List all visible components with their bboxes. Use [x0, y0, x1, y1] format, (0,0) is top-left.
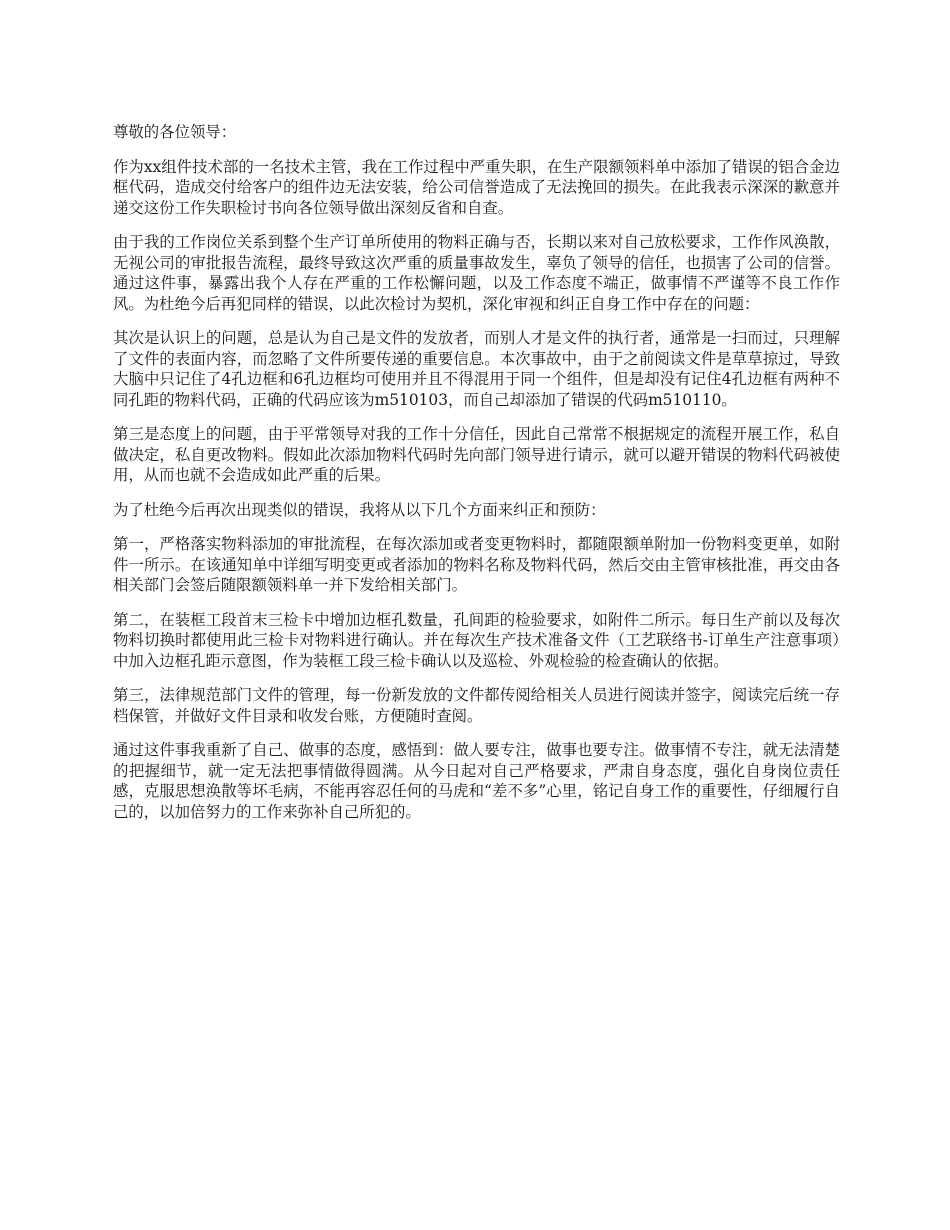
paragraph-3: 其次是认识上的问题，总是认为自己是文件的发放者，而别人才是文件的执行者，通常是一扫而过，只理解了文件的表面内容，而忽略了文件所要传递的重要信息。本次事故中，由于之前阅读文件是草草掠过，导致大脑中只记住了4孔边框和6孔边框均可使用并且不得混用于同一个组件，但是却没有记住4孔边框有两种不同孔距的物料代码，正确的代码应该为m510103，而自己却添加了错误的代码m510110。 — [113, 329, 840, 409]
paragraph-5: 为了杜绝今后再次出现类似的错误，我将从以下几个方面来纠正和预防： — [113, 500, 606, 519]
paragraph-1: 作为xx组件技术部的一名技术主管，我在工作过程中严重失职，在生产限额领料单中添加了错误的铝合金边框代码，造成交付给客户的组件边无法安装，给公司信誉造成了无法挽回的损失。在此我表示深深的歉意并递交这份工作失职检讨书向各位领导做出深刻反省和自查。 — [113, 157, 840, 217]
paragraph-9: 通过这件事我重新了自己、做事的态度，感悟到：做人要专注，做事也要专注。做事情不专注，就无法清楚的把握细节，就一定无法把事情做得圆满。从今日起对自己严格要求，严肃自身态度，强化自身岗位责任感，克服思想涣散等坏毛病，不能再容忍任何的马虎和“差不多”心里，铭记自身工作的重要性，仔细履行自己的，以加倍努力的工作来弥补自己所犯的。 — [113, 741, 840, 821]
paragraph-8: 第三，法律规范部门文件的管理，每一份新发放的文件都传阅给相关人员进行阅读并签字，阅读完后统一存档保管，并做好文件目录和收发台账，方便随时查阅。 — [113, 686, 840, 725]
paragraph-7: 第二，在装框工段首末三检卡中增加边框孔数量，孔间距的检验要求，如附件二所示。每日生产前以及每次物料切换时都使用此三检卡对物料进行确认。并在每次生产技术准备文件（工艺联络书-订单生产注意事项）中加入边框孔距示意图，作为装框工段三检卡确认以及巡检、外观检验的检查确认的依据。 — [113, 610, 840, 670]
salutation: 尊敬的各位领导： — [113, 123, 237, 141]
paragraph-4: 第三是态度上的问题，由于平常领导对我的工作十分信任，因此自己常常不根据规定的流程开展工作，私自做决定，私自更改物料。假如此次添加物料代码时先向部门领导进行请示，就可以避开错误的物料代码被使用，从而也就不会造成如此严重的后果。 — [113, 425, 840, 484]
document-body — [113, 122, 840, 836]
paragraph-6: 第一，严格落实物料添加的审批流程，在每次添加或者变更物料时，都随限额单附加一份物料变更单，如附件一所示。在该通知单中详细写明变更或者添加的物料名称及物料代码，然后交由主管审核批准，再交由各相关部门会签后随限额领料单一并下发给相关部门。 — [113, 535, 840, 594]
paragraph-2: 由于我的工作岗位关系到整个生产订单所使用的物料正确与否，长期以来对自己放松要求，工作作风涣散，无视公司的审批报告流程，最终导致这次严重的质量事故发生，辜负了领导的信任，也损害了公司的信誉。通过这件事，暴露出我个人存在严重的工作松懈问题，以及工作态度不端正，做事情不严谨等不良工作作风。为杜绝今后再犯同样的错误，以此次检讨为契机，深化审视和纠正自身工作中存在的问题： — [113, 233, 840, 313]
